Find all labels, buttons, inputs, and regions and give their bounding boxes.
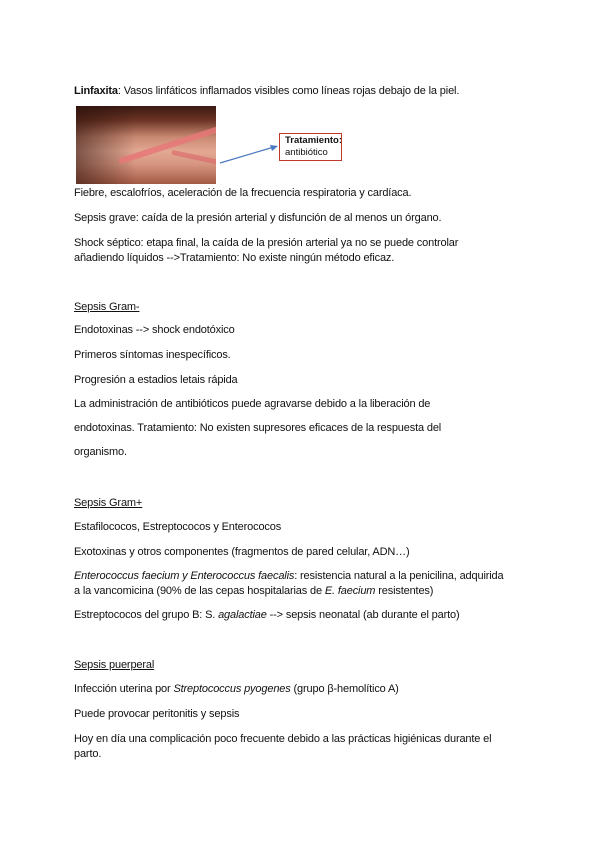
sepsis-grave-line: Sepsis grave: caída de la presión arterial y disfunción de al menos un órgano.: [74, 212, 442, 224]
strep-b-text-a: Estreptococos del grupo B: S.: [74, 609, 219, 621]
gram-neg-item: organismo.: [74, 446, 127, 458]
enterococcus-text: : resistencia natural a la penicilina, adquirida: [294, 570, 504, 582]
gram-neg-item: Endotoxinas --> shock endotóxico: [74, 324, 235, 336]
callout-body: antibiótico: [285, 147, 328, 158]
enterococcus-text-2a: a la vancomicina (90% de las cepas hospitalarias de: [74, 585, 325, 597]
gram-pos-item: Estafilococos, Estreptococos y Enterococos: [74, 521, 282, 533]
gram-neg-item: Primeros síntomas inespecíficos.: [74, 349, 231, 361]
gram-pos-item: Exotoxinas y otros componentes (fragmentos de pared celular, ADN…): [74, 546, 410, 558]
strep-b-text-b: --> sepsis neonatal (ab durante el parto): [266, 609, 460, 621]
puerperal-item-2: Puede provocar peritonitis y sepsis: [74, 708, 240, 720]
enterococcus-text-2b: resistentes): [375, 585, 434, 597]
puerperal-heading: Sepsis puerperal: [74, 659, 155, 671]
gram-pos-heading: Sepsis Gram+: [74, 497, 143, 509]
shock-line-1: Shock séptico: etapa final, la caída de la presión arterial ya no se puede controlar: [74, 237, 459, 249]
enterococcus-species: Enterococcus faecium y Enterococcus faecalis: [74, 570, 295, 582]
puerperal-text-b: (grupo β-hemolítico A): [290, 683, 399, 695]
gram-neg-item: Progresión a estadios letais rápida: [74, 374, 238, 386]
treatment-callout: [279, 133, 342, 161]
gram-neg-heading: Sepsis Gram-: [74, 301, 140, 313]
puerperal-item-3-line-2: parto.: [74, 748, 102, 760]
enterococcus-line-1: [74, 569, 504, 583]
puerperal-text-a: Infección uterina por: [74, 683, 174, 695]
puerperal-item-1: [74, 682, 399, 696]
symptoms-line: Fiebre, escalofríos, aceleración de la frecuencia respiratoria y cardíaca.: [74, 187, 412, 199]
linfaxita-term: Linfaxita: [74, 85, 118, 97]
enterococcus-line-2: [74, 584, 433, 598]
e-faecium: E. faecium: [324, 585, 376, 597]
shock-line-2: añadiendo líquidos -->Tratamiento: No existe ningún método eficaz.: [74, 252, 395, 264]
gram-neg-item: La administración de antibióticos puede agravarse debido a la liberación de: [74, 398, 431, 410]
s-pyogenes: Streptococcus pyogenes: [173, 683, 291, 695]
s-agalactiae: agalactiae: [218, 609, 267, 621]
gram-neg-item: endotoxinas. Tratamiento: No existen supresores eficaces de la respuesta del: [74, 422, 442, 434]
strep-b-line: [74, 608, 459, 622]
puerperal-item-3-line-1: Hoy en día una complicación poco frecuente debido a las prácticas higiénicas durante el: [74, 733, 492, 745]
callout-title: Tratamiento:: [285, 135, 343, 146]
linfaxita-text: : Vasos linfáticos inflamados visibles como líneas rojas debajo de la piel.: [117, 85, 460, 97]
